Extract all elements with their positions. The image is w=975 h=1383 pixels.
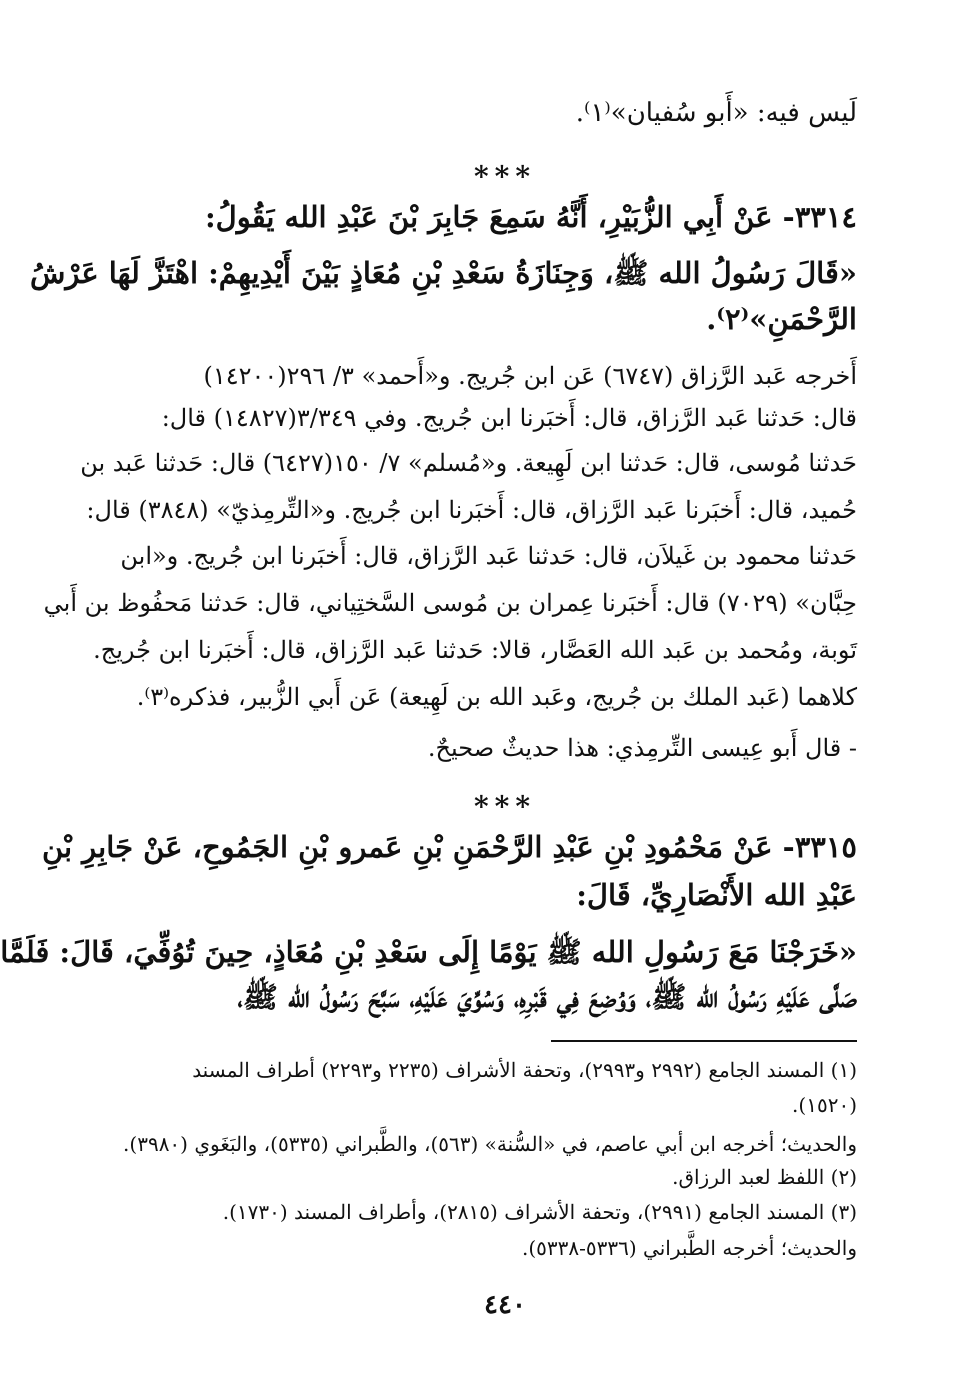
- section-separator: ***: [474, 160, 536, 193]
- footnote-divider: [551, 1040, 857, 1042]
- hadith-3314-line-1: ٣٣١٤- عَنْ أَبِي الزُّبَيْرِ، أَنَّهُ سَمِعَ جَابِرَ بْنَ عَبْدِ الله يَقُولُ:: [204, 200, 857, 234]
- hadith-3315-line-1: ٣٣١٥- عَنْ مَحْمُودِ بْنِ عَبْدِ الرَّحْمَنِ بْنِ عَمرو بْنِ الجَمُوحِ، عَنْ جَابِرِ بْنِ: [41, 830, 857, 864]
- hadith-3315-line-3: «خَرَجْنَا مَعَ رَسُولِ الله ﷺ يَوْمًا إِلَى سَعْدِ بْنِ مُعَاذٍ، حِينَ تُوُفِّيَ، قَالَ: فَلَمَّا: [0, 935, 857, 969]
- takhrij-line: أَخرجه عَبد الرَّزاق (٦٧٤٧) عَن ابن جُريج. و«أَحمد» ٣/ ٢٩٦(١٤٢٠٠): [203, 362, 857, 390]
- hadith-3314-line-3: الرَّحْمَنِ»⁽٢⁾.: [706, 302, 857, 336]
- takhrij-line: حُميد، قال: أَخبَرنا عَبد الرَّزاق، قال: أَخبَرنا ابن جُريج. و«التِّرمِذيّ» (٣٨٤٨) قال:: [86, 496, 857, 524]
- page-number: ٤٤٠: [484, 1290, 526, 1320]
- takhrij-line: حَدثنا محمود بن غَيلاَن، قال: حَدثنا عَبد الرَّزاق، قال: أَخبَرنا ابن جُريج. و«ابن: [120, 542, 857, 570]
- footnote-3-line-1: (٣) المسند الجامع (٢٩٩١)، وتحفة الأشراف (٢٨١٥)، وأطراف المسند (١٧٣٠).: [222, 1200, 857, 1224]
- footnote-1-line-3: والحديث؛ أخرجه ابن أبي عاصم، في «السُّنة» (٥٦٣)، والطَّبراني (٥٣٣٥)، والبَغَوي (٣٩٨٠).: [123, 1132, 857, 1156]
- hadith-3314-line-2: «قَالَ رَسُولُ الله ﷺ، وَجِنَازَةُ سَعْدِ بْنِ مُعَاذٍ بَيْنَ أَيْدِيهِمْ: اهْتَزَّ لَهَا عَرْشُ: [29, 256, 857, 290]
- takhrij-line: قال: حَدثنا عَبد الرَّزاق، قال: أَخبَرنا ابن جُريج. وفي ٣/٣٤٩(١٤٨٢٧) قال:: [161, 404, 857, 432]
- footnote-1-line-2: (١٥٢٠).: [792, 1093, 857, 1117]
- hadith-3315-line-2: عَبْدِ الله الأَنْصَارِيِّ، قَالَ:: [576, 878, 857, 912]
- intro-line: لَيس فيه: «أَبو سُفيان»⁽١⁾.: [575, 98, 857, 128]
- takhrij-both-line: كلاهما (عَبد الملك بن جُريج، وعَبد الله بن لَهِيعة) عَن أَبي الزُّبير، فذكره⁽٣⁾.: [136, 683, 857, 711]
- footnote-3-line-2: والحديث؛ أخرجه الطَّبراني (٥٣٣٦-٥٣٣٨).: [522, 1236, 857, 1260]
- takhrij-line: حَدثنا مُوسى، قال: حَدثنا ابن لَهِيعة. و«مُسلم» ٧/ ١٥٠(٦٤٢٧) قال: حَدثنا عَبد بن: [80, 449, 857, 477]
- footnote-1-line-1: (١) المسند الجامع (٢٩٩٢ و٢٩٩٣)، وتحفة الأشراف (٢٢٣٥ و٢٢٩٣) أطراف المسند: [192, 1058, 857, 1082]
- footnote-2: (٢) اللفظ لعبد الرزاق.: [672, 1165, 857, 1189]
- takhrij-line: تَوبة، ومُحمد بن عَبد الله العَصَّار، قالا: حَدثنا عَبد الرَّزاق، قال: أَخبَرنا ابن جُريج.: [93, 636, 857, 664]
- section-separator: ***: [474, 790, 536, 823]
- hadith-3315-line-4: صَلَّى عَلَيْهِ رَسُولُ الله ﷺ، وَوُضِعَ فِي قَبْرِهِ، وَسُوِّيَ عَلَيْهِ، سَبَّحَ رَسُولُ الله ﷺ،: [237, 980, 857, 1014]
- tirmidhi-grading-line: - قال أَبو عِيسى التِّرمِذي: هذا حديثٌ صحيحٌ.: [427, 734, 857, 762]
- takhrij-line: حِبَّان» (٧٠٢٩) قال: أَخبَرنا عِمران بن مُوسى السَّختِياني، قال: حَدثنا مَحفُوظ بن أَبي: [43, 589, 857, 617]
